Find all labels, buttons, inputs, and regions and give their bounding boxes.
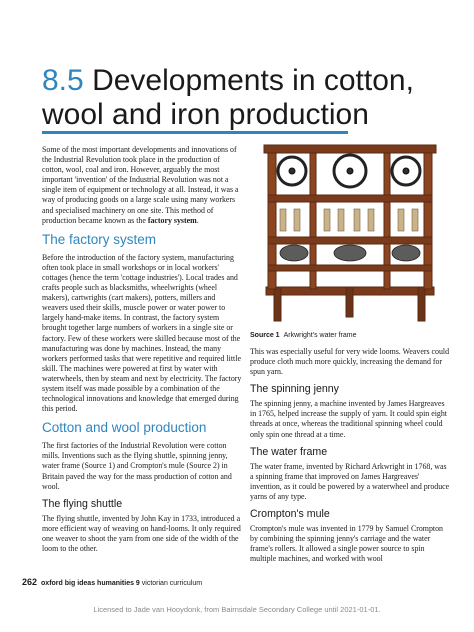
page-number: 262 [22,577,38,587]
right-intro-paragraph: This was especially useful for very wide looms. Weavers could produce cloth much more quickly, increasing the demand for spun yarn. [250,347,450,377]
title-line-1 [42,64,442,98]
license-notice: Licensed to Jade van Hooydonk, from Bairnsdale Secondary College until 2021-01-01. [93,605,381,614]
cromptons-mule-paragraph: Crompton's mule was invented in 1779 by Samuel Crompton by combining the spinning jenny's carriage and the water frame's rollers. It allowed a single power source to spin multiple machines, and worked with wool [250,524,443,564]
water-frame-image [250,137,450,327]
intro-text: Some of the most important developments and innovations of the Industrial Revolution took place in the production of cotton, wool, coal and iron. However, arguably the most important 'invention' of the Industrial Revolution was not a single item of equipment or technology at all. Instead, it was a way of producing goods on a large scale using many workers and specialised machinery on one site. This method of production became known as the [42,145,239,225]
left-column [42,145,242,560]
machine-leg [274,287,281,321]
bobbin [412,209,418,231]
bobbin [294,209,300,231]
middle-rail [268,195,432,202]
title-text-1: Developments in cotton, [92,64,414,97]
heading-water-frame: The water frame [250,445,328,458]
page-footer [22,576,452,588]
page-title [42,64,442,132]
heading-factory-system: The factory system [42,231,157,247]
title-line-2: wool and iron production [42,98,369,131]
gear-hub [403,168,409,174]
machine-leg [418,287,425,321]
heading-spinning-jenny: The spinning jenny [250,383,339,396]
heading-cotton-wool: Cotton and wool production [42,420,207,436]
water-frame-paragraph: The water frame, invented by Richard Arkwright in 1768, was a spinning frame that improved on James Hargreaves' invention, as it could be powered by a waterwheel and produce yarns of any type. [250,461,450,501]
machine-leg [346,287,353,317]
heading-cromptons-mule: Crompton's mule [250,508,330,521]
footer-series: victorian curriculum [139,580,203,587]
bobbin [324,209,330,231]
gear-hub [347,168,353,174]
bobbin [368,209,374,231]
caption-text: Arkwright's water frame [283,332,357,339]
flying-shuttle-paragraph: The flying shuttle, invented by John Kay in 1733, introduced a more efficient way of weaving on hand-looms. It only required one weaver to shoot the yarn from one side of the width of the loom to the other. [42,513,241,553]
bobbin [398,209,404,231]
footer-book-title: oxford big ideas humanities 9 [41,580,140,587]
bobbin [354,209,360,231]
water-frame-illustration [250,137,450,327]
right-column [250,137,450,570]
cotton-wool-paragraph: The first factories of the Industrial Revolution were cotton mills. Inventions such as the flying shuttle, spinning jenny, water frame (Source 1) and Crompton's mule (Source 2) in Britain paved the way for the mass production of cotton and wool. [42,441,232,491]
section-number: 8.5 [42,64,84,97]
intro-end: . [196,215,199,225]
lower-rail [268,237,432,244]
caption-label: Source 1 [250,332,280,339]
factory-system-paragraph: Before the introduction of the factory system, manufacturing often took place in small workshops or in local workers' cottages (hence the term 'cottage industries'). Local trades and crafts people such as blacksmiths, wheelwrights (wheel makers), cartwrights (cart makers), potters, millers and weavers used their skills, muscle power or water power to largely hand-make items. In contrast, the factory system brought together large numbers of workers in a single site or factory. Few of these workers were skilled because most of the manufacturing was done by machines. Instead, the many workers performed tasks that were repetitive and required little skill. The machines were powered at first by water with waterwheels, then by steam and next by electricity. The factory system itself was made possible by a combination of the technological innovations and knowledge that emerged during this period. [42,252,242,414]
top-rail [264,145,436,153]
drum [280,245,308,261]
heading-flying-shuttle: The flying shuttle [42,497,123,510]
drum [392,245,420,261]
bobbin [280,209,286,231]
spinning-jenny-paragraph: The spinning jenny, a machine invented by James Hargreaves in 1765, helped increase the supply of yarn. It could spin eight threads at once, whereas the traditional spinning wheel could only spin one thread at a time. [250,399,447,439]
intro-paragraph [42,145,242,226]
bobbin [338,209,344,231]
gear-hub [289,168,295,174]
title-underline [42,131,348,134]
bottom-rail [268,265,432,271]
drum [334,245,366,261]
figure-caption [250,331,450,340]
intro-bold-term: factory system [147,215,197,225]
